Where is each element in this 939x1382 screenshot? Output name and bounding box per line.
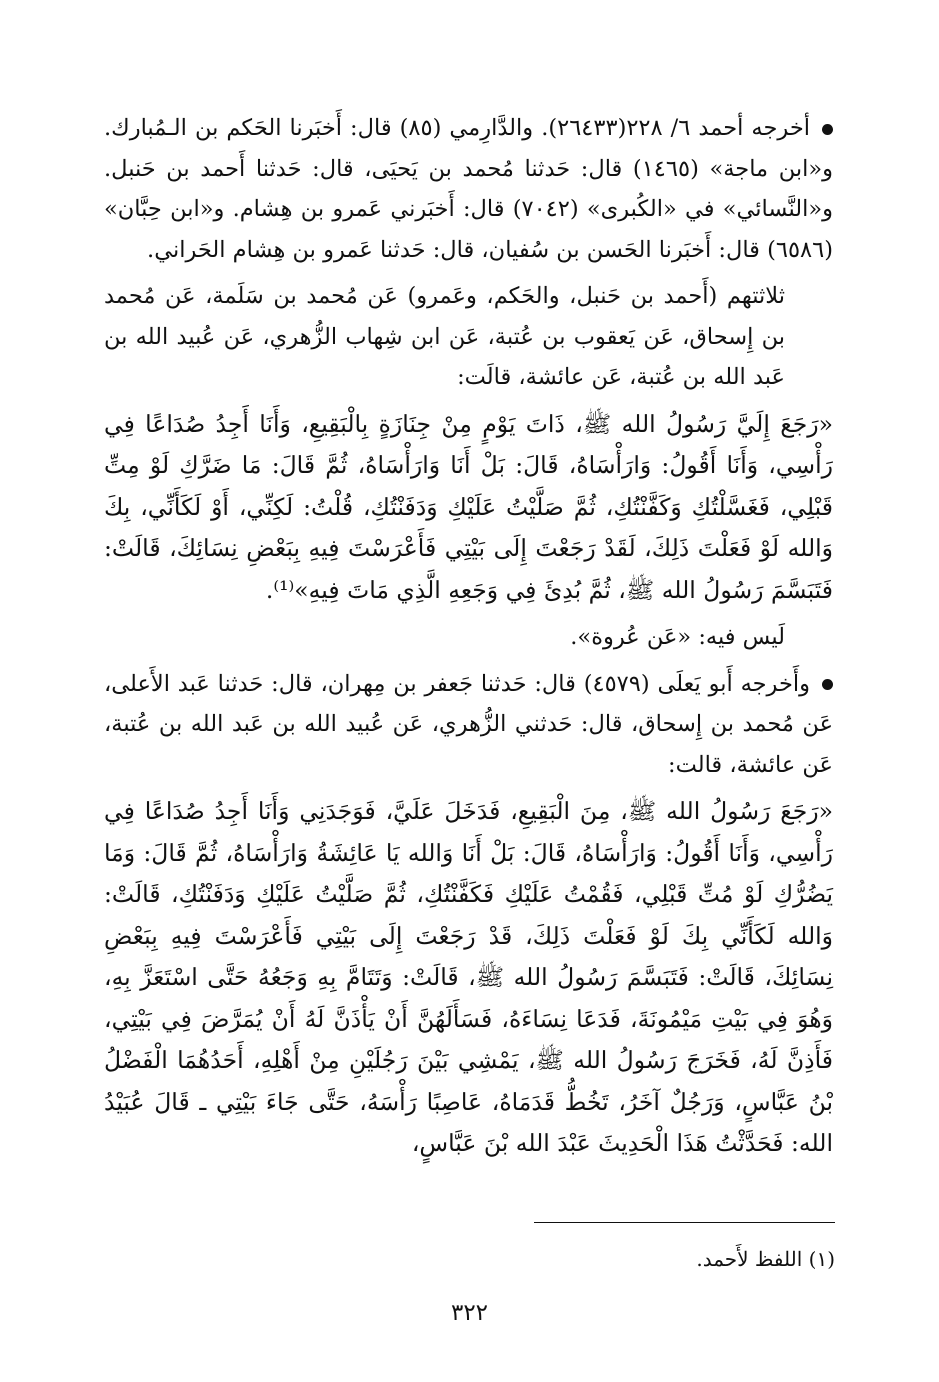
- paragraph-text: «رَجَعَ رَسُولُ الله ﷺ، مِنَ الْبَقِيعِ، فَدَخَلَ عَلَيَّ، فَوَجَدَنِي وَأَنَا أَجِدُ صُدَاعًا فِي رَأْسِي، وَأَنَا أَقُولُ: وَارَأْسَاهُ، قَالَ: بَلْ أَنَا وَالله يَا عَائِشَةُ وَارَأْسَاهُ، ثُمَّ قَالَ: وَمَا يَضُرُّكِ لَوْ مُتِّ قَبْلِي، فَقُمْتُ عَلَيْكِ فَكَفَّنْتُكِ، ثُمَّ صَلَّيْتُ عَلَيْكِ وَدَفَنْتُكِ، قَالَتْ: وَالله لَكَأَنِّي بِكَ لَوْ فَعَلْتَ ذَلِكَ، قَدْ رَجَعْتَ إِلَى بَيْتِي فَأَعْرَسْتَ فِيهِ بِبَعْضِ نِسَائِكَ، قَالَتْ: فَتَبَسَّمَ رَسُولُ الله ﷺ، قَالَتْ: وَتَتَامَّ بِهِ وَجَعُهُ حَتَّى اسْتَعَزَّ بِهِ، وَهُوَ فِي بَيْتِ مَيْمُونَةَ، فَدَعَا نِسَاءَهُ، فَسَأَلَهُنَّ أَنْ يَأْذَنَّ لَهُ أَنْ يُمَرَّضَ فِي بَيْتِي، فَأَذِنَّ لَهُ، فَخَرَجَ رَسُولُ الله ﷺ، يَمْشِي بَيْنَ رَجُلَيْنِ مِنْ أَهْلِهِ، أَحَدُهُمَا الْفَضْلُ بْنُ عَبَّاسٍ، وَرَجُلٌ آخَرُ، تَخُطُّ قَدَمَاهُ، عَاصِبًا رَأْسَهُ، حَتَّى جَاءَ بَيْتِي ـ قَالَ عُبَيْدُ الله: فَحَدَّثْتُ هَذَا الْحَدِيثَ عَبْدَ الله بْنَ عَبَّاسٍ،: [104, 797, 833, 1157]
- paragraph-text: ثلاثتهم (أَحمد بن حَنبل، والحَكم، وعَمرو) عَن مُحمد بن سَلَمة، عَن مُحمد بن إِسحاق، عَن يَعقوب بن عُتبة، عَن ابن شِهاب الزُّهري، عَن عُبيد الله بن عَبد الله بن عُتبة، عَن عائشة، قالَت:: [104, 283, 785, 390]
- footnote: (١) اللفظ لأَحمد.: [696, 1247, 835, 1271]
- bullet-icon: [822, 124, 833, 135]
- paragraph-text: وأَخرجه أَبو يَعلَى (٤٥٧٩) قال: حَدثنا جَعفر بن مِهران، قال: حَدثنا عَبد الأَعلى، عَن مُحمد بن إِسحاق، قال: حَدثني الزُّهري، عَن عُبيد الله بن عَبد الله بن عُتبة، عَن عائشة، قالت:: [104, 670, 833, 778]
- note-paragraph: [104, 617, 833, 658]
- isnad-paragraph: [104, 276, 833, 398]
- footnote-divider: [534, 1222, 835, 1223]
- takhrij-paragraph: [104, 664, 833, 786]
- hadith-text-paragraph: [104, 791, 833, 1165]
- main-text: [104, 108, 833, 1165]
- paragraph-text: لَيس فيه: «عَن عُروة».: [570, 624, 785, 650]
- hadith-text-paragraph: [104, 404, 833, 612]
- paragraph-text: «رَجَعَ إِلَيَّ رَسُولُ الله ﷺ، ذَاتَ يَوْمٍ مِنْ جِنَازَةٍ بِالْبَقِيعِ، وَأَنَا أَجِدُ صُدَاعًا فِي رَأْسِي، وَأَنَا أَقُولُ: وَارَأْسَاهُ، قَالَ: بَلْ أَنَا وَارَأْسَاهُ، ثُمَّ قَالَ: مَا ضَرَّكِ لَوْ مِتِّ قَبْلِي، فَغَسَّلْتُكِ وَكَفَّنْتُكِ، ثُمَّ صَلَّيْتُ عَلَيْكِ وَدَفَنْتُكِ، قُلْتُ: لَكِنِّي، أَوْ لَكَأَنِّي، بِكَ وَالله لَوْ فَعَلْتَ ذَلِكَ، لَقَدْ رَجَعْتَ إِلَى بَيْتِي فَأَعْرَسْتَ فِيهِ بِبَعْضِ نِسَائِكَ، قَالَتْ: فَتَبَسَّمَ رَسُولُ الله ﷺ، ثُمَّ بُدِئَ فِي وَجَعِهِ الَّذِي مَاتَ فِيهِ»⁽¹⁾.: [104, 409, 833, 604]
- bullet-icon: [822, 679, 833, 690]
- takhrij-paragraph: [104, 108, 833, 270]
- paragraph-text: أخرجه أحمد ٦/ ٢٢٨(٢٦٤٣٣). والدَّارِمي (٨٥) قال: أَخبَرنا الحَكم بن الـمُبارك. و«ابن ماجة» (١٤٦٥) قال: حَدثنا مُحمد بن يَحيَى، قال: حَدثنا أَحمد بن حَنبل. و«النَّسائي» في «الكُبرى» (٧٠٤٢) قال: أَخبَرني عَمرو بن هِشام. و«ابن حِبَّان» (٦٥٨٦) قال: أَخبَرنا الحَسن بن سُفيان، قال: حَدثنا عَمرو بن هِشام الحَراني.: [104, 115, 833, 263]
- page-number: ٣٢٢: [450, 1300, 489, 1326]
